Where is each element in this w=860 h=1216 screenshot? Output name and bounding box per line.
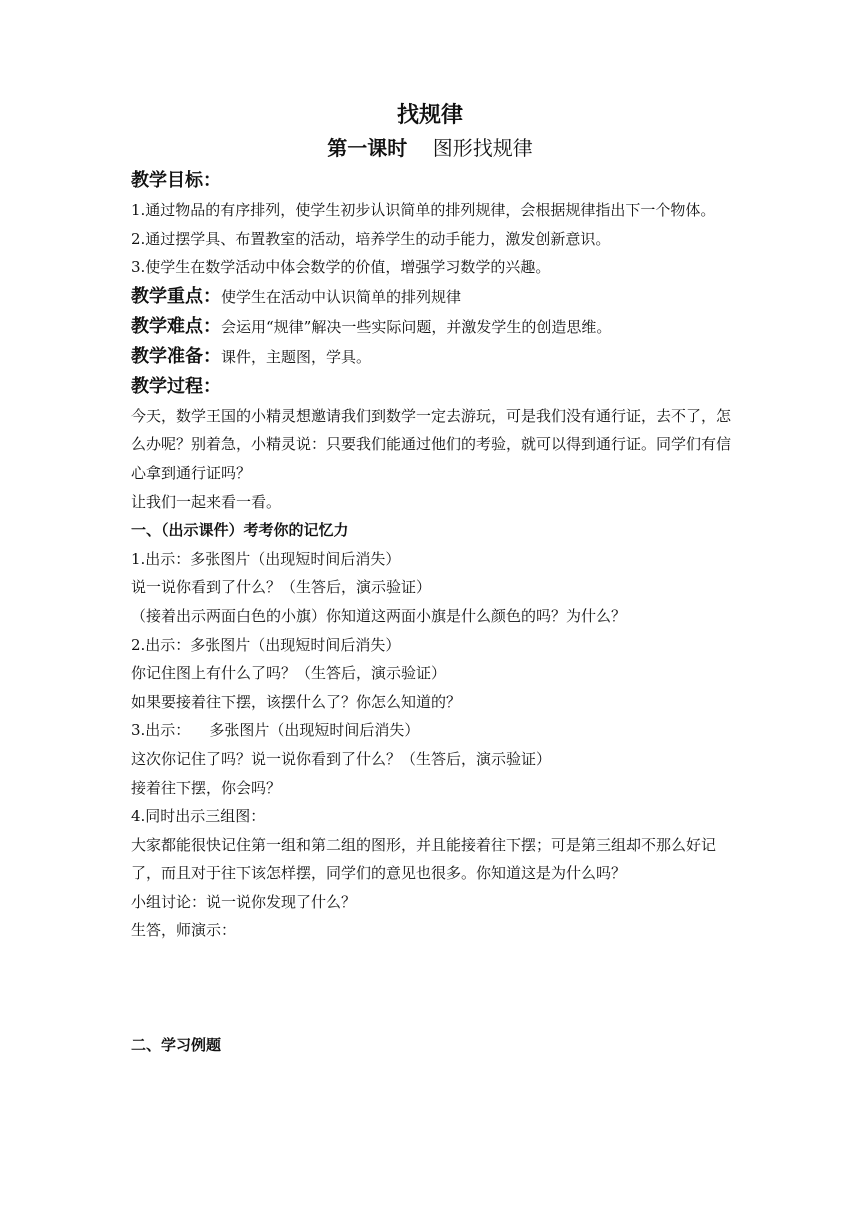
section2-heading: 二、学习例题: [131, 1036, 222, 1055]
difficulties-text: 会运用“规律”解决一些实际问题，并激发学生的创造思维。: [221, 317, 612, 336]
preparation: [131, 342, 736, 372]
document-subtitle: [0, 133, 860, 163]
section1-line: 小组讨论：说一说你发现了什么？: [131, 892, 357, 911]
goal-item: 3.使学生在数学活动中体会数学的价值，增强学习数学的兴趣。: [131, 258, 551, 277]
section1-line: 接着往下摆，你会吗？: [131, 778, 282, 797]
section1-line: 大家都能很快记住第一组和第二组的图形，并且能接着往下摆；可是第三组却不那么好记了，而且对于往下该怎样摆，同学们的意见也很多。你知道这是为什么吗？: [131, 835, 717, 883]
section1-line: 这次你记住了吗？说一说你看到了什么？（生答后，演示验证）: [131, 749, 552, 768]
section1-line: 如果要接着往下摆，该摆什么了？你怎么知道的？: [131, 692, 462, 711]
goal-item: 1.通过物品的有序排列，使学生初步认识简单的排列规律，会根据规律指出下一个物体。: [131, 201, 716, 219]
section1-line: 你记住图上有什么了吗？（生答后，演示验证）: [131, 664, 447, 683]
document-body: [131, 166, 736, 1060]
key-points-label: 教学重点：: [131, 285, 221, 307]
key-points: [131, 282, 736, 312]
lesson-topic: 图形找规律: [432, 136, 533, 160]
preparation-label: 教学准备：: [131, 345, 221, 367]
lesson-number: 第一课时: [327, 136, 408, 160]
preparation-text: 课件，主题图，学具。: [221, 347, 372, 366]
intro-paragraph: 今天，数学王国的小精灵想邀请我们到数学一定去游玩，可是我们没有通行证，去不了，怎么办呢？别着急，小精灵说：只要我们能通过他们的考验，就可以得到通行证。同学们有信心拿到通行证吗？: [131, 406, 732, 482]
intro-paragraph: 让我们一起来看一看。: [131, 492, 282, 511]
blank-space: [131, 945, 736, 1031]
difficulties: [131, 312, 736, 342]
section1-line: 3.出示： 多张图片（出现短时间后消失）: [131, 721, 420, 740]
section1-line: （接着出示两面白色的小旗）你知道这两面小旗是什么颜色的吗？为什么？: [131, 606, 627, 625]
difficulties-label: 教学难点：: [131, 315, 221, 337]
goals-heading: 教学目标：: [131, 170, 221, 191]
section1-line: 1.出示：多张图片（出现短时间后消失）: [131, 549, 401, 568]
section1-line: 说一说你看到了什么？（生答后，演示验证）: [131, 578, 432, 597]
section1-line: 2.出示：多张图片（出现短时间后消失）: [131, 635, 401, 654]
section1-line: 生答，师演示：: [131, 921, 237, 940]
section1-heading: 一、（出示课件）考考你的记忆力: [131, 521, 349, 540]
section1-line: 4.同时出示三组图：: [131, 807, 266, 826]
key-points-text: 使学生在活动中认识简单的排列规律: [221, 287, 462, 306]
goal-item: 2.通过摆学具、布置教室的活动，培养学生的动手能力，激发创新意识。: [131, 229, 611, 248]
process-heading: 教学过程：: [131, 375, 221, 397]
document-title: 找规律: [396, 102, 463, 128]
